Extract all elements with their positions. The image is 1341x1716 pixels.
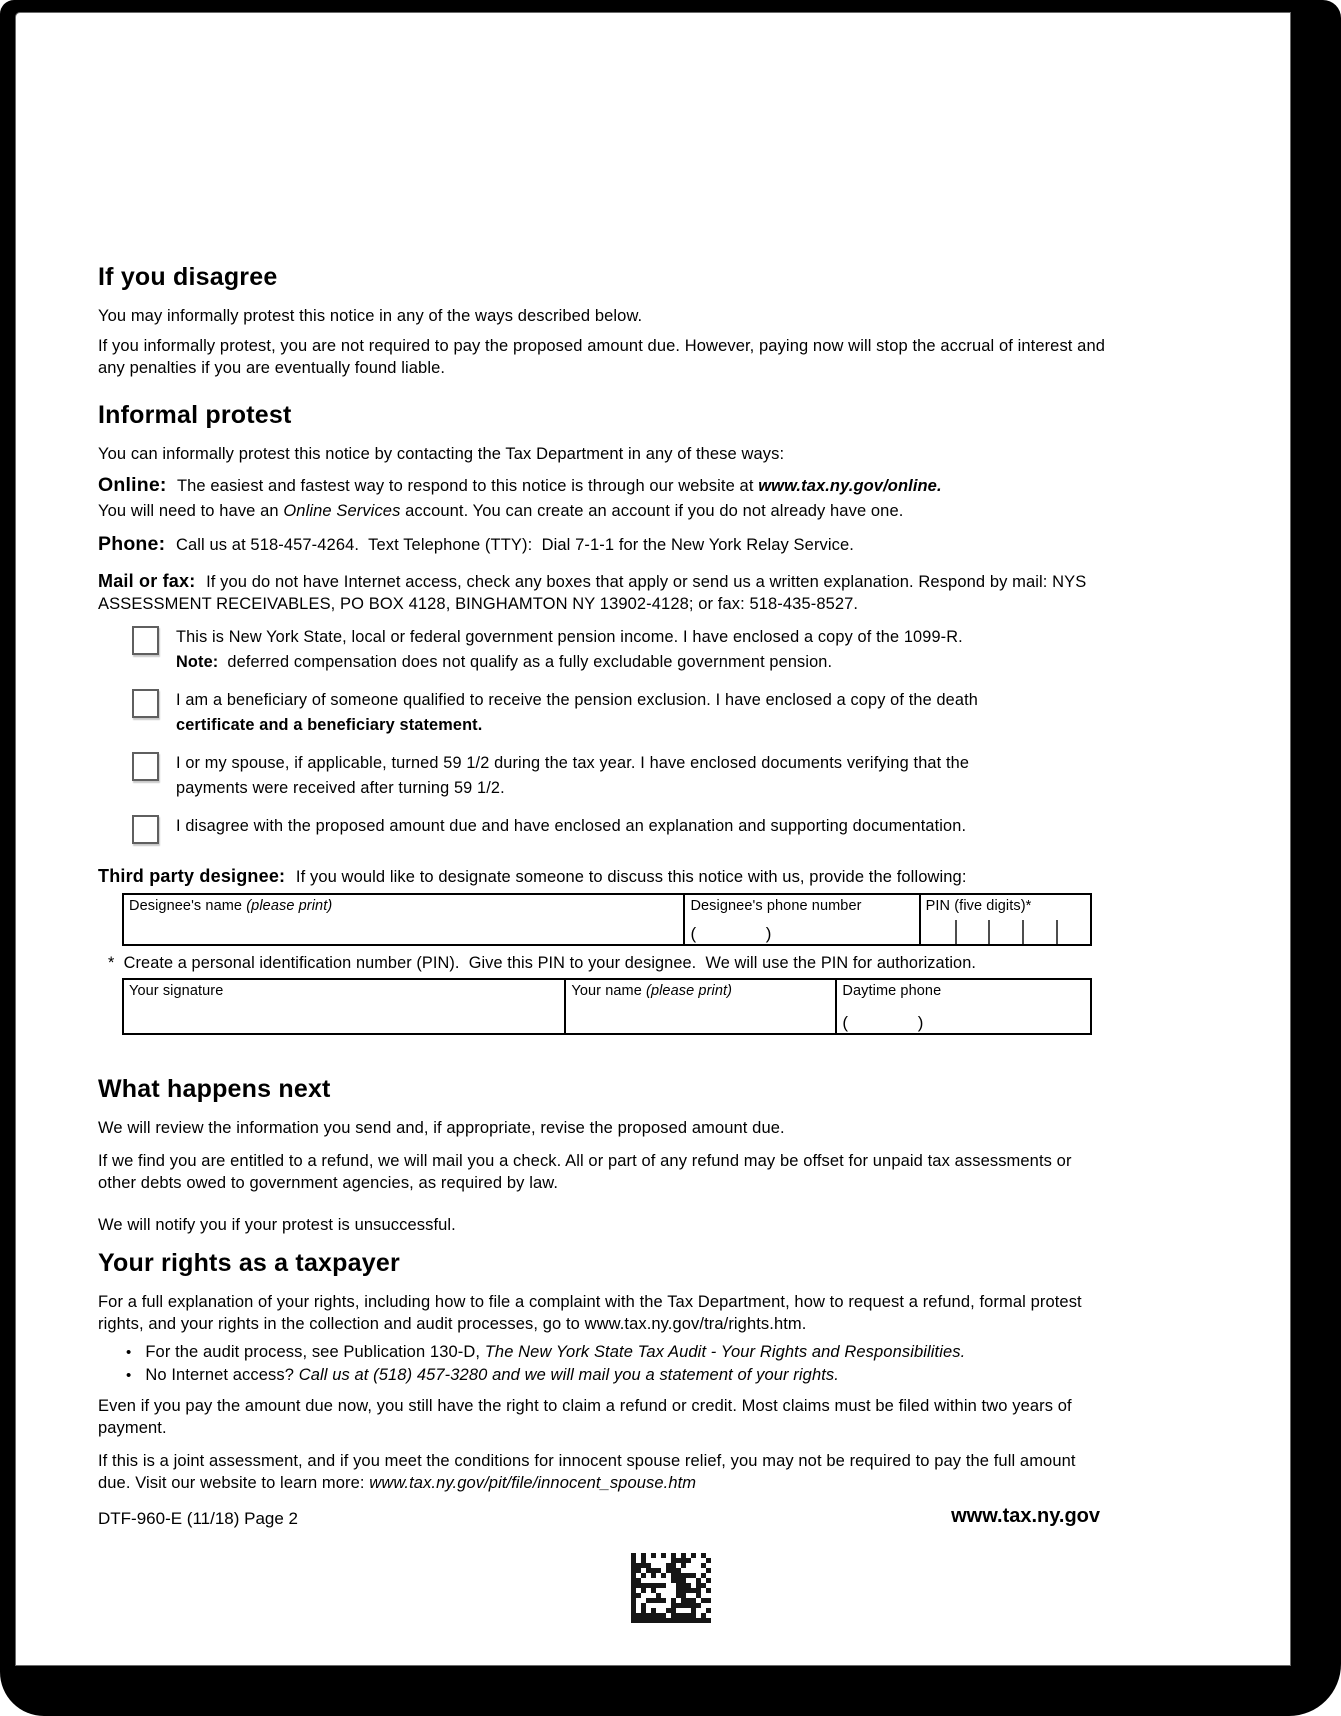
- online-text: The easiest and fastest way to respond to this notice is through our website at: [176, 477, 754, 495]
- phone-text: Call us at 518-457-4264. Text Telephone (TTY): Dial 7-1-1 for the New York Relay Service.: [175, 536, 854, 554]
- online-text-line2: [98, 499, 1112, 524]
- mail-fax-label: Mail or fax:: [98, 571, 196, 591]
- checkbox-list: [98, 625, 1112, 844]
- mail-fax-contact-block: [98, 570, 1112, 615]
- checkbox-text-line1: I disagree with the proposed amount due and have enclosed an explanation and supporting documentation.: [176, 817, 967, 835]
- checkbox-text-line2: deferred compensation does not qualify as a fully excludable government pension.: [227, 653, 833, 671]
- checkbox[interactable]: [132, 626, 159, 655]
- what-next-paragraph-2: If we find you are entitled to a refund, we will mail you a check. All or part of any refund may be offset for unpaid tax assessments or other debts owed to government agencies, as required by law.: [98, 1152, 1072, 1192]
- phone-label: Phone:: [98, 533, 166, 555]
- disagree-paragraph-1: You may informally protest this notice in any of the ways described below.: [98, 307, 643, 325]
- bullet-italic-text: Call us at (518) 457-3280 and we will mail you a statement of your rights.: [298, 1366, 839, 1384]
- bullet-audit-process: [126, 1341, 1112, 1364]
- what-next-paragraph-1: We will review the information you send and, if appropriate, revise the proposed amount due.: [98, 1119, 785, 1137]
- phone-contact-block: [98, 532, 1112, 558]
- innocent-spouse-url: www.tax.ny.gov/pit/file/innocent_spouse.htm: [369, 1474, 697, 1492]
- your-signature-cell[interactable]: [123, 979, 565, 1034]
- checkbox-item-disagree: [98, 814, 1112, 844]
- please-print-hint: (please print): [646, 983, 733, 999]
- bullet-text: For the audit process, see Publication 130-D,: [145, 1343, 485, 1361]
- designee-name-label: Designee's name: [129, 898, 243, 914]
- bullet-text: No Internet access?: [145, 1366, 299, 1384]
- checkbox-item-pension-income: [98, 625, 1112, 675]
- online-url: www.tax.ny.gov/online.: [758, 477, 942, 495]
- checkbox-text-line1: I or my spouse, if applicable, turned 59 1/2 during the tax year. I have enclosed documents verifying that the: [176, 754, 970, 772]
- online-line2-post: account. You can create an account if you do not already have one.: [405, 502, 904, 520]
- checkbox-text-line2: payments were received after turning 59 1/2.: [176, 779, 505, 797]
- your-signature-label: Your signature: [129, 983, 224, 999]
- rights-bullet-list: [98, 1341, 1112, 1387]
- designee-phone-cell[interactable]: [684, 894, 919, 945]
- online-line2-pre: You will need to have an: [98, 502, 279, 520]
- checkbox-item-turned-59: [98, 751, 1112, 801]
- datamatrix-barcode: [631, 1553, 711, 1623]
- checkbox-text-line1: This is New York State, local or federal government pension income. I have enclosed a copy of the 1099-R.: [176, 628, 963, 646]
- phone-parentheses: ( ): [842, 1013, 925, 1032]
- bullet-no-internet: [126, 1364, 1112, 1387]
- pin-footnote: * Create a personal identification number (PIN). Give this PIN to your designee. We will use the PIN for authorization.: [108, 954, 976, 972]
- third-party-designee-label: Third party designee:: [98, 866, 286, 886]
- checkbox-text-line1: I am a beneficiary of someone qualified to receive the pension exclusion. I have enclosed a copy of the death: [176, 691, 978, 709]
- form-page: [15, 12, 1291, 1666]
- joint-assessment-text: If this is a joint assessment, and if you meet the conditions for innocent spouse relief, you may not be required to pay the full amount due. Visit our website to learn more:: [98, 1452, 1076, 1492]
- checkbox-item-beneficiary: [98, 688, 1112, 738]
- pin-cell[interactable]: [920, 894, 1091, 945]
- note-label: Note:: [176, 653, 219, 671]
- checkbox-label: [176, 751, 969, 801]
- form-id: DTF-960-E (11/18) Page 2: [98, 1509, 298, 1528]
- signature-table: [122, 978, 1092, 1035]
- section-title-what-happens-next: What happens next: [98, 1075, 331, 1103]
- please-print-hint: (please print): [246, 898, 333, 914]
- rights-paragraph-1: For a full explanation of your rights, including how to file a complaint with the Tax Department, how to request a refund, formal protest rights, and your rights in the collection and audit processes, go to www.tax.ny.gov/tra/rights.htm.: [98, 1293, 1082, 1333]
- rights-paragraph-3: [98, 1450, 1112, 1494]
- designee-table: [122, 893, 1092, 946]
- section-title-your-rights: Your rights as a taxpayer: [98, 1249, 400, 1277]
- designee-name-cell[interactable]: [123, 894, 684, 945]
- bold-continuation: certificate and a beneficiary statement.: [176, 716, 483, 734]
- third-party-designee-text: If you would like to designate someone to discuss this notice with us, provide the following:: [295, 868, 967, 886]
- checkbox[interactable]: [132, 689, 159, 718]
- online-label: Online:: [98, 474, 167, 496]
- rights-paragraph-2: Even if you pay the amount due now, you still have the right to claim a refund or credit. Most claims must be filed within two years of payment.: [98, 1397, 1072, 1437]
- your-name-label: Your name: [571, 983, 642, 999]
- mail-fax-text: If you do not have Internet access, check any boxes that apply or send us a written explanation. Respond by mail: NYS ASSESSMENT RECEIVABLES, PO BOX 4128, BINGHAMTON NY 13902-4128; or fax: 518-435-8527.: [98, 573, 1087, 613]
- checkbox-label: [176, 688, 978, 738]
- checkbox-label: [176, 625, 963, 675]
- section-title-informal-protest: Informal protest: [98, 401, 292, 429]
- checkbox[interactable]: [132, 752, 159, 781]
- footer-website: www.tax.ny.gov: [951, 1505, 1100, 1527]
- designee-phone-label: Designee's phone number: [690, 898, 862, 914]
- online-contact-block: [98, 473, 1112, 524]
- phone-parentheses: ( ): [690, 924, 773, 943]
- checkbox-label: [176, 814, 966, 844]
- third-party-designee-line: [98, 864, 1112, 889]
- checkbox[interactable]: [132, 815, 159, 844]
- informal-protest-intro: You can informally protest this notice by contacting the Tax Department in any of these ways:: [98, 445, 785, 463]
- daytime-phone-label: Daytime phone: [842, 983, 942, 999]
- page-content: [98, 263, 1112, 1502]
- disagree-paragraph-2: If you informally protest, you are not required to pay the proposed amount due. However, paying now will stop the accrual of interest and any penalties if you are eventually found liable.: [98, 337, 1106, 377]
- what-next-paragraph-3: We will notify you if your protest is unsuccessful.: [98, 1216, 456, 1234]
- bullet-italic-text: The New York State Tax Audit - Your Rights and Responsibilities.: [484, 1343, 966, 1361]
- your-name-cell[interactable]: [565, 979, 836, 1034]
- pin-label: PIN (five digits)*: [925, 898, 1032, 914]
- section-title-if-you-disagree: If you disagree: [98, 263, 278, 291]
- online-services-italic: Online Services: [283, 502, 401, 520]
- daytime-phone-cell[interactable]: [836, 979, 1091, 1034]
